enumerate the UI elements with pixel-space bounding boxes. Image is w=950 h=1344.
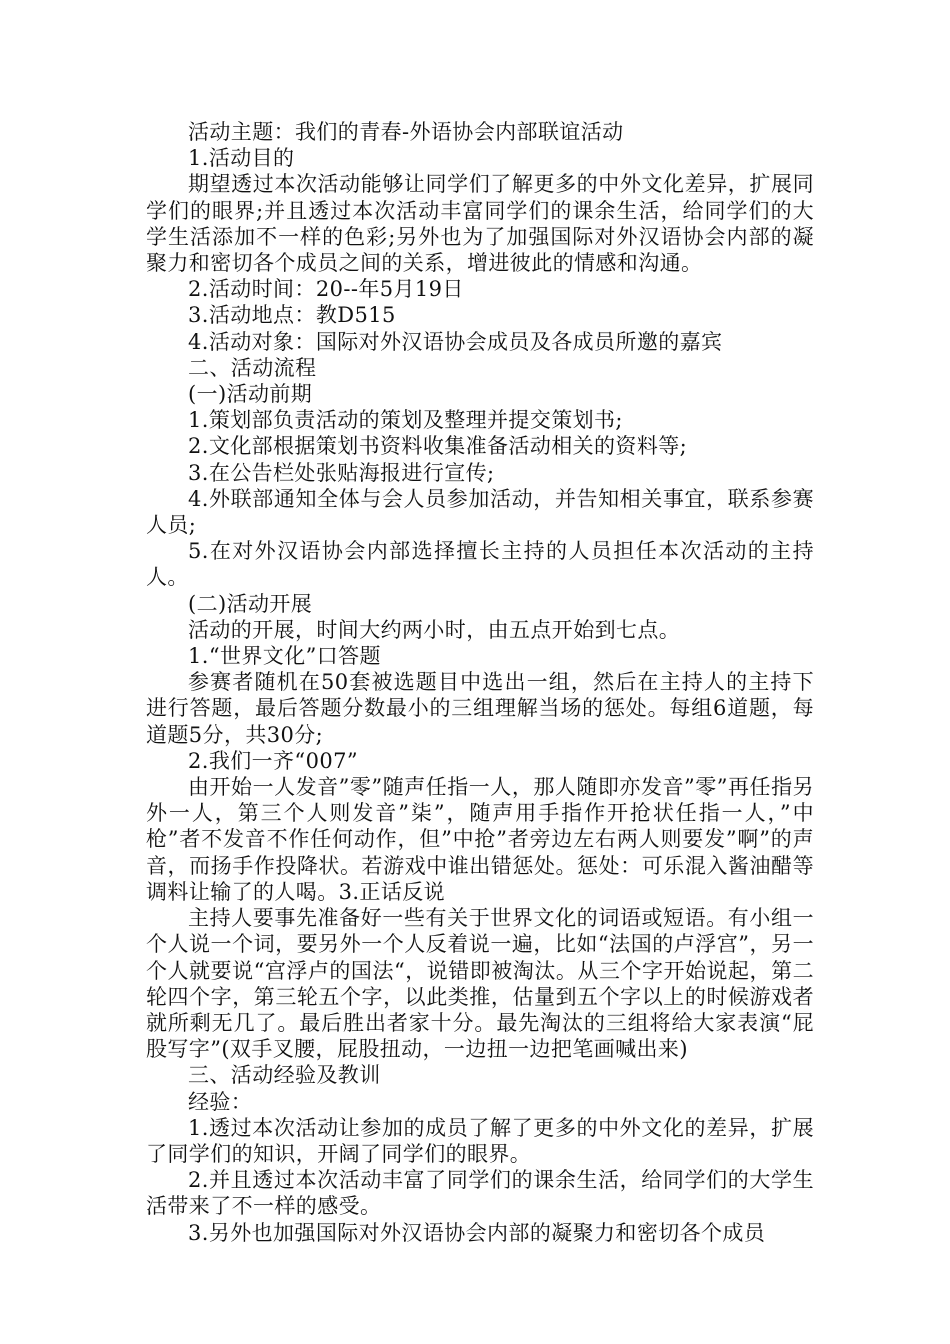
section-lessons-heading: 三、活动经验及教训 xyxy=(188,1063,381,1088)
preparation-item: 4.外联部通知全体与会人员参加活动，并告知相关事宜，联系参赛人员; xyxy=(146,486,814,538)
game-description: 主持人要事先准备好一些有关于世界文化的词语或短语。有小组一个人说一个词，要另外一个人反着说一遍，比如“法国的卢浮宫”，另一个人就要说“宫浮卢的国法“，说错即被淘汰。从三个字开始说起，第二轮四个字，第三轮五个字，以此类推，估量到五个字以上的时候游戏者就所剩无几了。最后胜出者家十分。最先淘汰的三组将给大家表演“屁股写字”(双手叉腰，屁股扭动，一边扭一边把笔画喊出来) xyxy=(146,906,814,1062)
preparation-item: 5.在对外汉语协会内部选择擅长主持的人员担任本次活动的主持人。 xyxy=(146,539,814,590)
game-heading: 2.我们一齐“007” xyxy=(188,748,358,773)
subsection-preparation-heading: (一)活动前期 xyxy=(188,382,313,407)
subsection-execution-heading: (二)活动开展 xyxy=(188,591,313,616)
game-heading: 1.“世界文化”口答题 xyxy=(188,644,381,669)
section-process-heading: 二、活动流程 xyxy=(188,355,317,380)
preparation-item: 3.在公告栏处张贴海报进行宣传; xyxy=(188,460,495,485)
experience-item: 3.另外也加强国际对外汉语协会内部的凝聚力和密切各个成员 xyxy=(188,1220,766,1245)
purpose-paragraph: 期望透过本次活动能够让同学们了解更多的中外文化差异，扩展同学们的眼界;并且透过本次活动丰富同学们的课余生活，给同学们的大学生活添加不一样的色彩;另外也为了加强国际对外汉语协会内部的凝聚力和密切各个成员之间的关系，增进彼此的情感和沟通。 xyxy=(146,172,814,276)
activity-participants: 4.活动对象：国际对外汉语协会成员及各成员所邀的嘉宾 xyxy=(188,329,723,354)
activity-location: 3.活动地点：教D515 xyxy=(188,303,396,328)
game-description: 由开始一人发音”零”随声任指一人，那人随即亦发音”零”再任指另外一人，第三个人则发音”柒”，随声用手指作开抢状任指一人，”中枪”者不发音不作任何动作，但”中抢”者旁边左右两人则要发”啊”的声音，而扬手作投降状。若游戏中谁出错惩处。惩处：可乐混入酱油醋等调料让输了的人喝。3.正话反说 xyxy=(146,775,814,904)
experience-item: 1.透过本次活动让参加的成员了解了更多的中外文化的差异，扩展了同学们的知识，开阔了同学们的眼界。 xyxy=(146,1115,814,1166)
preparation-item: 1.策划部负责活动的策划及整理并提交策划书; xyxy=(188,408,623,433)
preparation-item: 2.文化部根据策划书资料收集准备活动相关的资料等; xyxy=(188,434,688,459)
section-purpose-heading: 1.活动目的 xyxy=(188,146,295,171)
document-body xyxy=(146,119,814,1246)
activity-time: 2.活动时间：20--年5月19日 xyxy=(188,277,464,302)
execution-intro: 活动的开展，时间大约两小时，由五点开始到七点。 xyxy=(188,617,681,642)
experience-item: 2.并且透过本次活动丰富了同学们的课余生活，给同学们的大学生活带来了不一样的感受。 xyxy=(146,1168,814,1219)
activity-theme: 活动主题：我们的青春-外语协会内部联谊活动 xyxy=(188,120,624,144)
experience-heading: 经验： xyxy=(188,1089,253,1114)
game-description: 参赛者随机在50套被选题目中选出一组，然后在主持人的主持下进行答题，最后答题分数最小的三组理解当场的惩处。每组6道题，每道题5分，共30分; xyxy=(146,670,814,747)
